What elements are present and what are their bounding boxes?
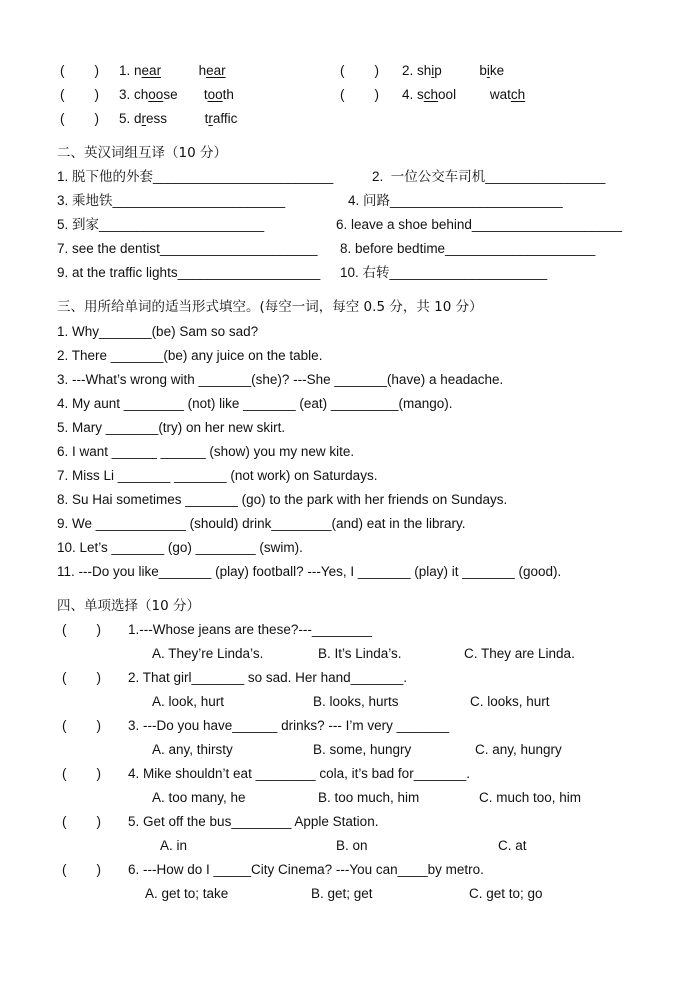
fill-in-item[interactable]: 8. Su Hai sometimes _______ (go) to the park with her friends on Sundays. — [57, 492, 508, 507]
answer-paren[interactable]: ( ) — [62, 862, 101, 877]
answer-paren[interactable]: ( ) — [60, 111, 99, 126]
word-pair-2: 2. ship bike — [402, 63, 505, 78]
answer-paren[interactable]: ( ) — [60, 87, 99, 102]
translation-item[interactable]: 10. 右转_____________________ — [340, 265, 548, 280]
option-a[interactable]: A. any, thirsty — [152, 742, 233, 757]
answer-paren[interactable]: ( ) — [62, 622, 101, 637]
translation-item[interactable]: 4. 问路_______________________ — [348, 193, 563, 208]
option-c[interactable]: C. any, hungry — [475, 742, 562, 757]
fill-in-item[interactable]: 1. Why_______(be) Sam so sad? — [57, 324, 259, 339]
question-text: 4. Mike shouldn’t eat ________ cola, it’s bad for_______. — [128, 766, 470, 781]
option-b[interactable]: B. some, hungry — [313, 742, 412, 757]
question-text: 6. ---How do I _____City Cinema? ---You can____by metro. — [128, 862, 484, 877]
option-b[interactable]: B. It’s Linda’s. — [318, 646, 402, 661]
answer-paren[interactable]: ( ) — [62, 766, 101, 781]
answer-paren[interactable]: ( ) — [62, 718, 101, 733]
option-a[interactable]: A. in — [160, 838, 188, 853]
option-b[interactable]: B. looks, hurts — [313, 694, 399, 709]
section-heading: 二、英汉词组互译（10 分） — [57, 145, 227, 161]
option-b[interactable]: B. too much, him — [318, 790, 420, 805]
fill-in-item[interactable]: 7. Miss Li _______ _______ (not work) on Saturdays. — [57, 468, 378, 483]
option-c[interactable]: C. looks, hurt — [470, 694, 550, 709]
section-heading: 三、用所给单词的适当形式填空。(每空一词，每空 0.5 分，共 10 分） — [57, 299, 483, 315]
fill-in-item[interactable]: 4. My aunt ________ (not) like _______ (eat) _________(mango). — [57, 396, 453, 411]
fill-in-item[interactable]: 3. ---What’s wrong with _______(she)? ---She _______(have) a headache. — [57, 372, 504, 387]
fill-in-item[interactable]: 6. I want ______ ______ (show) you my new kite. — [57, 444, 355, 459]
translation-item[interactable]: 8. before bedtime____________________ — [340, 241, 596, 256]
option-b[interactable]: B. get; get — [311, 886, 373, 901]
option-b[interactable]: B. on — [336, 838, 368, 853]
word-pair-4: 4. school watch — [402, 87, 526, 102]
fill-in-item[interactable]: 11. ---Do you like_______ (play) football? ---Yes, I _______ (play) it _______ (good). — [57, 564, 562, 579]
translation-item[interactable]: 3. 乘地铁_______________________ — [57, 193, 286, 208]
translation-item[interactable]: 7. see the dentist_____________________ — [57, 241, 318, 256]
option-a[interactable]: A. get to; take — [145, 886, 229, 901]
option-a[interactable]: A. too many, he — [152, 790, 246, 805]
option-c[interactable]: C. They are Linda. — [464, 646, 575, 661]
option-c[interactable]: C. much too, him — [479, 790, 582, 805]
fill-in-item[interactable]: 5. Mary _______(try) on her new skirt. — [57, 420, 286, 435]
answer-paren[interactable]: ( ) — [62, 670, 101, 685]
translation-item[interactable]: 9. at the traffic lights___________________ — [57, 265, 321, 280]
answer-paren[interactable]: ( ) — [340, 63, 379, 78]
fill-in-item[interactable]: 9. We ____________ (should) drink________(and) eat in the library. — [57, 516, 466, 531]
translation-item[interactable]: 2. 一位公交车司机________________ — [372, 169, 606, 184]
answer-paren[interactable]: ( ) — [62, 814, 101, 829]
option-c[interactable]: C. at — [498, 838, 527, 853]
option-c[interactable]: C. get to; go — [469, 886, 543, 901]
fill-in-item[interactable]: 2. There _______(be) any juice on the table. — [57, 348, 323, 363]
section-heading: 四、单项选择（10 分） — [57, 598, 200, 614]
option-a[interactable]: A. look, hurt — [152, 694, 225, 709]
question-text: 2. That girl_______ so sad. Her hand_______. — [128, 670, 407, 685]
answer-paren[interactable]: ( ) — [340, 87, 379, 102]
question-text: 5. Get off the bus________ Apple Station. — [128, 814, 379, 829]
translation-item[interactable]: 6. leave a shoe behind____________________ — [336, 217, 623, 232]
translation-item[interactable]: 1. 脱下他的外套________________________ — [57, 169, 334, 184]
question-text: 3. ---Do you have______ drinks? --- I’m very _______ — [128, 718, 450, 733]
translation-item[interactable]: 5. 到家______________________ — [57, 217, 265, 232]
word-pair-3: 3. choose tooth — [119, 87, 234, 102]
answer-paren[interactable]: ( ) — [60, 63, 99, 78]
fill-in-item[interactable]: 10. Let’s _______ (go) ________ (swim). — [57, 540, 303, 555]
question-text: 1.---Whose jeans are these?---________ — [128, 622, 372, 637]
word-pair-1: 1. near hear — [119, 63, 226, 78]
word-pair-5: 5. dress traffic — [119, 111, 238, 126]
option-a[interactable]: A. They’re Linda’s. — [152, 646, 264, 661]
